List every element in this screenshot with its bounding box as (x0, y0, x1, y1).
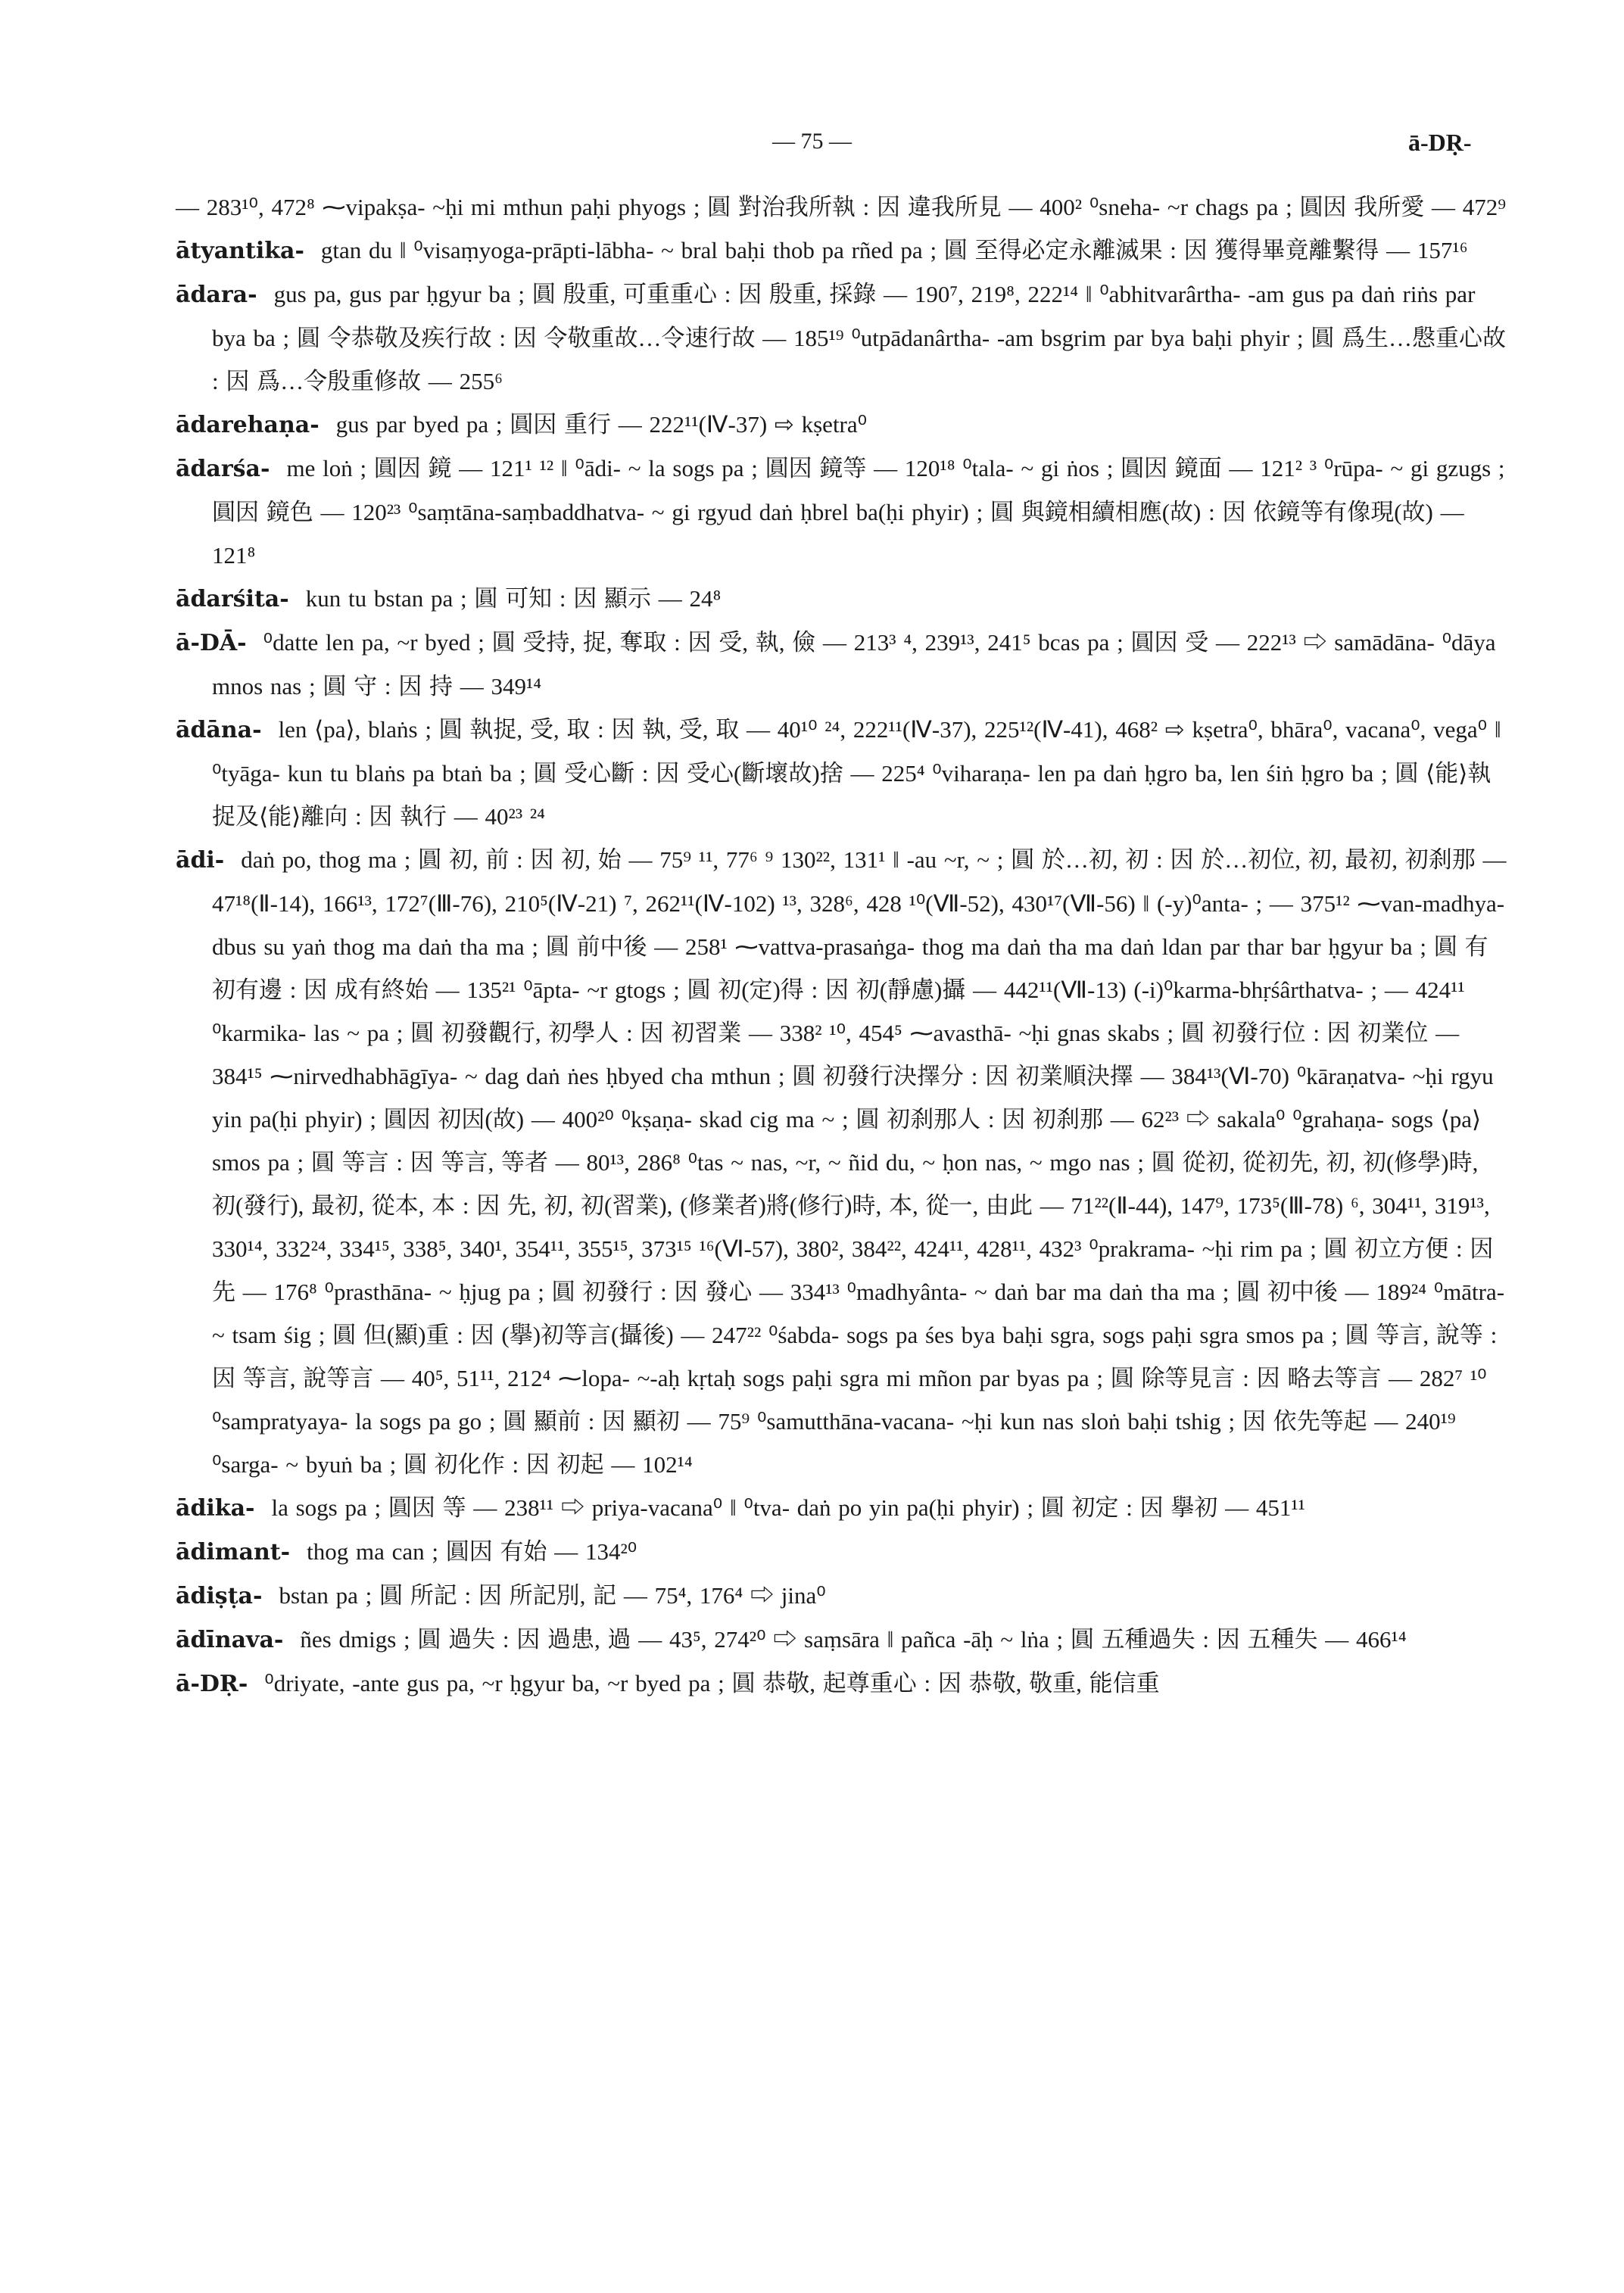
page-header (0, 129, 1624, 167)
dictionary-entry (176, 621, 1508, 708)
entry-headword: ādarśa- (176, 456, 270, 482)
page-number: — 75 — (772, 129, 852, 154)
entry-text: la sogs pa ; 圓因 等 — 238¹¹ ⇨ priya-vacana⁰ ‖ ⁰tva- daṅ po yin pa(ḥi phyir) ; 圓 初定 : 因 擧初 — 451¹¹ (271, 1494, 1305, 1521)
entry-text: ñes dmigs ; 圓 過失 : 因 過患, 過 — 43⁵, 274²⁰ ⇨ saṃsāra ‖ pañca -āḥ ~ lṅa ; 圓 五種過失 : 因 五種失 — 466¹⁴ (300, 1626, 1407, 1653)
dictionary-entry (176, 838, 1508, 1486)
dictionary-entry (176, 229, 1508, 273)
entry-text: bstan pa ; 圓 所記 : 因 所記別, 記 — 75⁴, 176⁴ ⇨ jina⁰ (279, 1582, 826, 1609)
dictionary-entry (176, 1662, 1508, 1706)
entry-text: ⁰datte len pa, ~r byed ; 圓 受持, 捉, 奪取 : 因 受, 執, 儉 — 213³ ⁴, 239¹³, 241⁵ bcas pa ; 圓因 受 — 222¹³ ⇨ samādāna- ⁰dāya mnos nas ; 圓 守 : 因 持 — 349¹⁴ (212, 629, 1496, 699)
entry-headword: ādi- (176, 847, 225, 874)
entry-text: kun tu bstan pa ; 圓 可知 : 因 顯示 — 24⁸ (305, 585, 722, 612)
dictionary-entry (176, 273, 1508, 403)
entry-headword: ādīnava- (176, 1627, 284, 1653)
entry-text: me loṅ ; 圓因 鏡 — 121¹ ¹² ‖ ⁰ādi- ~ la sogs pa ; 圓因 鏡等 — 120¹⁸ ⁰tala- ~ gi ṅos ; 圓因 鏡面 — 121² ³ ⁰rūpa- ~ gi gzugs ; 圓因 鏡色 — 120²³ ⁰saṃtāna-saṃbaddhatva- ~ gi rgyud daṅ ḥbrel ba(ḥi phyir) ; 圓 與鏡相續相應(故) : 因 依鏡等有像現(故) — 121⁸ (212, 455, 1505, 569)
entry-text: gus par byed pa ; 圓因 重行 — 222¹¹(Ⅳ-37) ⇨ kṣetra⁰ (335, 411, 868, 438)
entry-headword: ātyantika- (176, 238, 304, 264)
dictionary-entry (176, 447, 1508, 577)
dictionary-entry (176, 1574, 1508, 1618)
entry-text: daṅ po, thog ma ; 圓 初, 前 : 因 初, 始 — 75⁹ ¹¹, 77⁶ ⁹ 130²², 131¹ ‖ -au ~r, ~ ; 圓 於…初, 初 : 因 於…初位, 初, 最初, 初刹那 — 47¹⁸(Ⅱ-14), 166¹³, 172⁷(Ⅲ-76), 210⁵(Ⅳ-21) ⁷, 262¹¹(Ⅳ-102) ¹³, 328⁶, 428 ¹⁰(Ⅶ-52), 430¹⁷(Ⅶ-56) ‖ (-y)⁰anta- ; — 375¹² ⁓van-madhya- dbus su yaṅ thog ma daṅ tha ma ; 圓 前中後 — 258¹ ⁓vattva-prasaṅga- thog ma daṅ tha ma daṅ ldan par thar bar ḥgyur ba ; 圓 有初有邊 : 因 成有終始 — 135²¹ ⁰āpta- ~r gtogs ; 圓 初(定)得 : 因 初(靜慮)攝 — 442¹¹(Ⅶ-13) (-i)⁰karma-bhṛśârthatva- ; — 424¹¹ ⁰karmika- las ~ pa ; 圓 初發觀行, 初學人 : 因 初習業 — 338² ¹⁰, 454⁵ ⁓avasthā- ~ḥi gnas skabs ; 圓 初發行位 : 因 初業位 — 384¹⁵ ⁓nirvedhabhāgīya- ~ dag daṅ ṅes ḥbyed cha mthun ; 圓 初發行決擇分 : 因 初業順決擇 — 384¹³(Ⅵ-70) ⁰kāraṇatva- ~ḥi rgyu yin pa(ḥi phyir) ; 圓因 初因(故) — 400²⁰ ⁰kṣaṇa- skad cig ma ~ ; 圓 初刹那人 : 因 初刹那 — 62²³ ⇨ sakala⁰ ⁰grahaṇa- sogs ⟨pa⟩ smos pa ; 圓 等言 : 因 等言, 等者 — 80¹³, 286⁸ ⁰tas ~ nas, ~r, ~ ñid du, ~ ḥon nas, ~ mgo nas ; 圓 從初, 從初先, 初, 初(修學)時, 初(發行), 最初, 從本, 本 : 因 先, 初, 初(習業), (修業者)將(修行)時, 本, 從一, 由此 — 71²²(Ⅱ-44), 147⁹, 173⁵(Ⅲ-78) ⁶, 304¹¹, 319¹³, 330¹⁴, 332²⁴, 334¹⁵, 338⁵, 340¹, 354¹¹, 355¹⁵, 373¹⁵ ¹⁶(Ⅵ-57), 380², 384²², 424¹¹, 428¹¹, 432³ ⁰prakrama- ~ḥi rim pa ; 圓 初立方便 : 因 先 — 176⁸ ⁰prasthāna- ~ ḥjug pa ; 圓 初發行 : 因 發心 — 334¹³ ⁰madhyânta- ~ daṅ bar ma daṅ tha ma ; 圓 初中後 — 189²⁴ ⁰mātra- ~ tsam śig ; 圓 但(顯)重 : 因 (擧)初等言(攝後) — 247²² ⁰śabda- sogs pa śes bya baḥi sgra, sogs paḥi sgra smos pa ; 圓 等言, 說等 : 因 等言, 說等言 — 40⁵, 51¹¹, 212⁴ ⁓lopa- ~-aḥ kṛtaḥ sogs paḥi sgra mi mñon par byas pa ; 圓 除等見言 : 因 略去等言 — 282⁷ ¹⁰ ⁰sampratyaya- la sogs pa go ; 圓 顯前 : 因 顯初 — 75⁹ ⁰samutthāna-vacana- ~ḥi kun nas sloṅ baḥi tshig ; 因 依先等起 — 240¹⁹ ⁰sarga- ~ byuṅ ba ; 圓 初化作 : 因 初起 — 102¹⁴ (212, 846, 1507, 1478)
dictionary-entry (176, 577, 1508, 621)
dictionary-entry (176, 403, 1508, 447)
running-head: ā-DṚ- (1408, 129, 1472, 156)
entry-headword: ādarehaṇa- (176, 412, 320, 438)
dictionary-entry (176, 1530, 1508, 1574)
entry-continuation (176, 185, 1508, 229)
dictionary-entry (176, 1486, 1508, 1530)
entry-headword: ā-DṚ- (176, 1671, 248, 1697)
entry-text: ⁰driyate, -ante gus pa, ~r ḥgyur ba, ~r byed pa ; 圓 恭敬, 起尊重心 : 因 恭敬, 敬重, 能信重 (264, 1670, 1160, 1696)
entry-headword: ādāna- (176, 717, 262, 743)
entry-headword: ādimant- (176, 1539, 291, 1566)
entry-text: len ⟨pa⟩, blaṅs ; 圓 執捉, 受, 取 : 因 執, 受, 取 — 40¹⁰ ²⁴, 222¹¹(Ⅳ-37), 225¹²(Ⅳ-41), 468² ⇨ kṣetra⁰, bhāra⁰, vacana⁰, vega⁰ ‖ ⁰tyāga- kun tu blaṅs pa btaṅ ba ; 圓 受心斷 : 因 受心(斷壞故)捨 — 225⁴ ⁰viharaṇa- len pa daṅ ḥgro ba, len śiṅ ḥgro ba ; 圓 ⟨能⟩執捉及⟨能⟩離向 : 因 執行 — 40²³ ²⁴ (212, 716, 1501, 830)
entry-text: thog ma can ; 圓因 有始 — 134²⁰ (307, 1538, 637, 1565)
dictionary-entry (176, 1618, 1508, 1662)
entry-headword: ādarśita- (176, 586, 289, 612)
entry-headword: ā-DĀ- (176, 630, 247, 656)
entry-text: gtan du ‖ ⁰visaṃyoga-prāpti-lābha- ~ bral baḥi thob pa rñed pa ; 圓 至得必定永離滅果 : 因 獲得畢竟離繫得 — 157¹⁶ (320, 237, 1468, 263)
entry-headword: ādiṣṭa- (176, 1583, 263, 1609)
entry-text: gus pa, gus par ḥgyur ba ; 圓 殷重, 可重重心 : 因 殷重, 採錄 — 190⁷, 219⁸, 222¹⁴ ‖ ⁰abhitvarârtha- -am gus pa daṅ riṅs par bya ba ; 圓 令恭敬及疾行故 : 因 令敬重故…令速行故 — 185¹⁹ ⁰utpādanârtha- -am bsgrim par bya baḥi phyir ; 圓 爲生…慇重心故 : 因 爲…令殷重修故 — 255⁶ (212, 281, 1507, 394)
dictionary-entries (176, 185, 1508, 1706)
entry-headword: ādika- (176, 1495, 255, 1522)
dictionary-entry (176, 708, 1508, 838)
entry-headword: ādara- (176, 282, 257, 308)
entry-text: — 283¹⁰, 472⁸ ⁓vipakṣa- ~ḥi mi mthun paḥi phyogs ; 圓 對治我所執 : 因 違我所見 — 400² ⁰sneha- ~r chags pa ; 圓因 我所愛 — 472⁹ (176, 194, 1507, 220)
